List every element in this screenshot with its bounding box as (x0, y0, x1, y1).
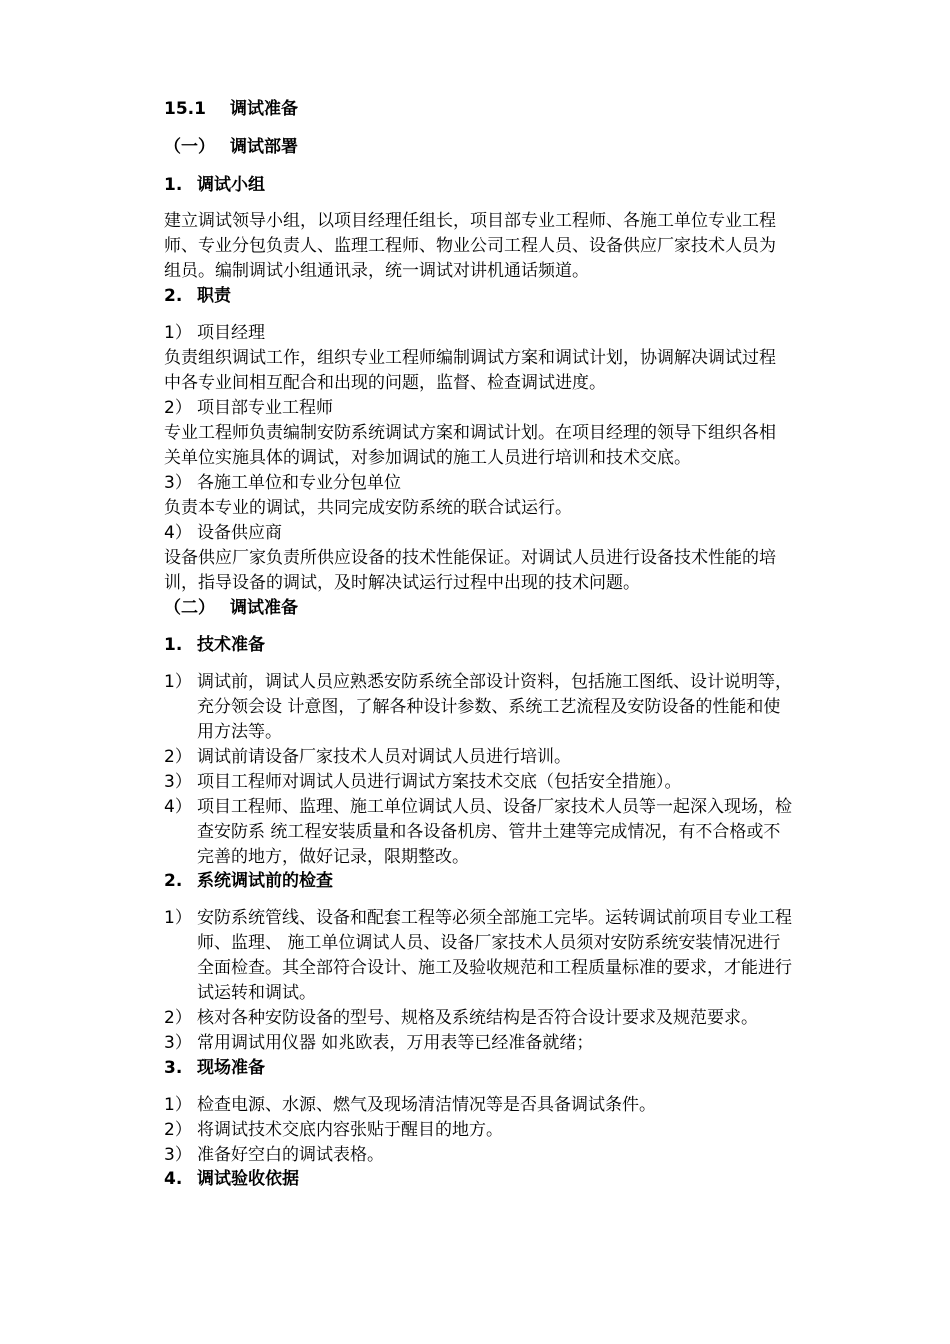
item-heading-text: 职责 (197, 286, 231, 306)
subsection-heading (164, 596, 298, 620)
paragraph-line: 负责组织调试工作，组织专业工程师编制调试方案和调试计划，协调解决调试过程 (164, 348, 776, 368)
duty-number: 1） (164, 323, 192, 343)
item-heading-number: 1. (164, 175, 183, 195)
duty-label (164, 321, 265, 345)
list-item-line: 充分领会设 计意图，了解各种设计参数、系统工艺流程及安防设备的性能和使 (197, 697, 781, 717)
list-item-line: 核对各种安防设备的型号、规格及系统结构是否符合设计要求及规范要求。 (197, 1008, 758, 1028)
subsection-text: 调试准备 (230, 598, 298, 618)
subsection-heading (164, 135, 298, 159)
list-number: 4） (164, 797, 192, 817)
subsection-number: （二） (164, 598, 215, 618)
list-item-line: 调试前，调试人员应熟悉安防系统全部设计资料，包括施工图纸、设计说明等， (197, 672, 792, 692)
item-heading (164, 869, 333, 893)
duty-label (164, 471, 401, 495)
section-heading (164, 97, 298, 121)
list-number: 3） (164, 772, 192, 792)
heading-number: 15.1 (164, 99, 206, 119)
item-heading-text: 技术准备 (197, 635, 265, 655)
item-heading (164, 633, 265, 657)
list-item-line: 项目工程师对调试人员进行调试方案技术交底（包括安全措施）。 (197, 772, 682, 792)
duty-number: 2） (164, 398, 192, 418)
paragraph-line: 设备供应厂家负责所供应设备的技术性能保证。对调试人员进行设备技术性能的培 (164, 548, 776, 568)
duty-number: 3） (164, 473, 192, 493)
list-item-line: 检查电源、水源、燃气及现场清洁情况等是否具备调试条件。 (197, 1095, 656, 1115)
item-heading (164, 1167, 299, 1191)
duty-text: 项目经理 (197, 323, 265, 343)
list-number: 2） (164, 1008, 192, 1028)
list-item-line: 师、监理、 施工单位调试人员、设备厂家技术人员须对安防系统安装情况进行 (197, 933, 781, 953)
duty-label (164, 396, 333, 420)
duty-label (164, 521, 282, 545)
item-heading-number: 4. (164, 1169, 183, 1189)
list-number: 1） (164, 908, 192, 928)
duty-text: 项目部专业工程师 (197, 398, 333, 418)
item-heading-number: 2. (164, 871, 183, 891)
list-number: 1） (164, 1095, 192, 1115)
paragraph-line: 关单位实施具体的调试，对参加调试的施工人员进行培训和技术交底。 (164, 448, 691, 468)
list-item-line: 安防系统管线、设备和配套工程等必须全部施工完毕。运转调试前项目专业工程 (197, 908, 792, 928)
item-heading-text: 调试验收依据 (197, 1169, 299, 1189)
list-number: 1） (164, 672, 192, 692)
item-heading-text: 现场准备 (197, 1058, 265, 1078)
list-item-line: 准备好空白的调试表格。 (197, 1145, 384, 1165)
paragraph-line: 负责本专业的调试，共同完成安防系统的联合试运行。 (164, 498, 572, 518)
list-number: 3） (164, 1033, 192, 1053)
duty-number: 4） (164, 523, 192, 543)
list-item-line: 项目工程师、监理、施工单位调试人员、设备厂家技术人员等一起深入现场，检 (197, 797, 792, 817)
list-item-line: 查安防系 统工程安装质量和各设备机房、管井土建等完成情况，有不合格或不 (197, 822, 781, 842)
item-heading (164, 173, 265, 197)
list-item-line: 调试前请设备厂家技术人员对调试人员进行培训。 (197, 747, 571, 767)
list-item-line: 将调试技术交底内容张贴于醒目的地方。 (197, 1120, 503, 1140)
item-heading-number: 1. (164, 635, 183, 655)
list-number: 2） (164, 747, 192, 767)
duty-text: 设备供应商 (197, 523, 282, 543)
list-number: 2） (164, 1120, 192, 1140)
subsection-number: （一） (164, 137, 215, 157)
list-item-line: 试运转和调试。 (197, 983, 316, 1003)
paragraph-line: 建立调试领导小组，以项目经理任组长，项目部专业工程师、各施工单位专业工程 (164, 211, 776, 231)
paragraph-line: 师、专业分包负责人、监理工程师、物业公司工程人员、设备供应厂家技术人员为 (164, 236, 776, 256)
item-heading-text: 系统调试前的检查 (197, 871, 333, 891)
paragraph-line: 专业工程师负责编制安防系统调试方案和调试计划。在项目经理的领导下组织各相 (164, 423, 776, 443)
list-item-line: 全面检查。其全部符合设计、施工及验收规范和工程质量标准的要求，才能进行 (197, 958, 792, 978)
paragraph-line: 组员。编制调试小组通讯录，统一调试对讲机通话频道。 (164, 261, 589, 281)
subsection-text: 调试部署 (230, 137, 298, 157)
item-heading-number: 3. (164, 1058, 183, 1078)
paragraph-line: 中各专业间相互配合和出现的问题，监督、检查调试进度。 (164, 373, 606, 393)
item-heading-number: 2. (164, 286, 183, 306)
heading-text: 调试准备 (230, 99, 298, 119)
list-item-line: 完善的地方，做好记录，限期整改。 (197, 847, 469, 867)
duty-text: 各施工单位和专业分包单位 (197, 473, 401, 493)
paragraph-line: 训，指导设备的调试，及时解决试运行过程中出现的技术问题。 (164, 573, 640, 593)
item-heading-text: 调试小组 (197, 175, 265, 195)
item-heading (164, 1056, 265, 1080)
item-heading (164, 284, 231, 308)
list-number: 3） (164, 1145, 192, 1165)
list-item-line: 常用调试用仪器 如兆欧表，万用表等已经准备就绪； (197, 1033, 594, 1053)
list-item-line: 用方法等。 (197, 722, 282, 742)
